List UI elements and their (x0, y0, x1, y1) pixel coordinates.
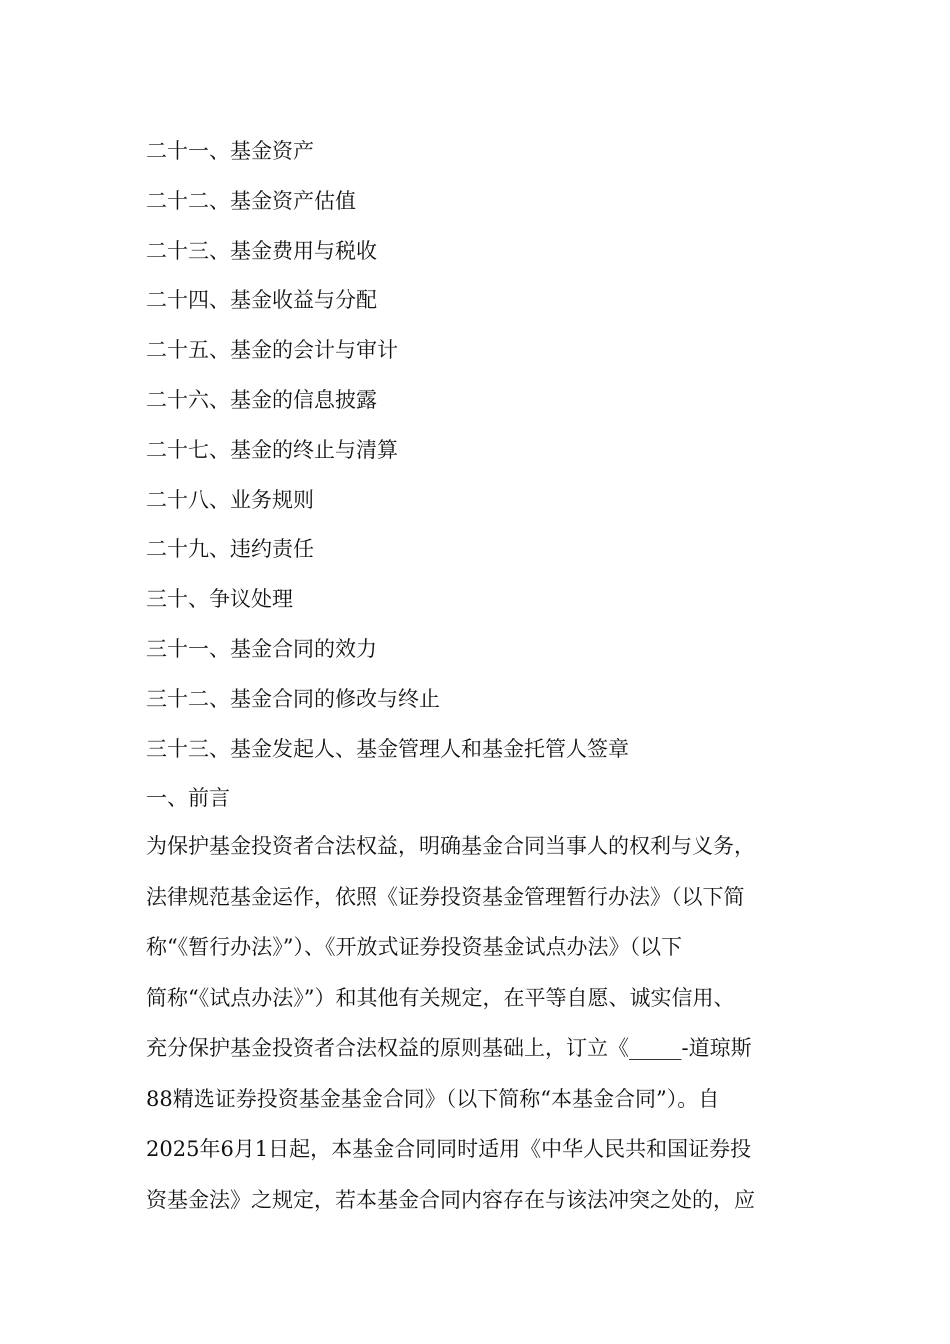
toc-item: 二十一、基金资产 (146, 139, 314, 163)
toc-item: 二十五、基金的会计与审计 (146, 338, 398, 363)
toc-item: 三十三、基金发起人、基金管理人和基金托管人签章 (146, 736, 629, 761)
toc-item: 三十一、基金合同的效力 (146, 636, 377, 661)
paragraph-line: 88精选证券投资基金基金合同》（以下简称“本基金合同”）。自 (146, 1086, 720, 1111)
toc-item: 三十二、基金合同的修改与终止 (146, 686, 440, 711)
paragraph-line: 2025年6月1日起，本基金合同同时适用《中华人民共和国证券投 (146, 1137, 752, 1161)
paragraph-line: 资基金法》之规定，若本基金合同内容存在与该法冲突之处的，应 (146, 1187, 755, 1212)
paragraph-line: 称“《暂行办法》”）、《开放式证券投资基金试点办法》（以下 (146, 935, 682, 959)
toc-item: 三十、争议处理 (146, 587, 293, 612)
toc-item: 二十三、基金费用与税收 (146, 238, 377, 263)
paragraph-line: 简称“《试点办法》”）和其他有关规定，在平等自愿、诚实信用、 (146, 985, 735, 1010)
toc-item: 二十二、基金资产估值 (146, 188, 356, 213)
paragraph-line: 法律规范基金运作，依照《证券投资基金管理暂行办法》（以下简 (146, 884, 745, 909)
table-of-contents (146, 134, 846, 781)
toc-item: 二十八、业务规则 (146, 487, 314, 512)
toc-item: 二十四、基金收益与分配 (146, 288, 377, 313)
toc-item: 二十七、基金的终止与清算 (146, 437, 398, 462)
toc-item: 二十六、基金的信息披露 (146, 387, 377, 412)
paragraph-line: 为保护基金投资者合法权益，明确基金合同当事人的权利与义务， (146, 834, 755, 858)
paragraph-line: 充分保护基金投资者合法权益的原则基础上，订立《_____-道琼斯 (146, 1036, 752, 1060)
section-heading: 一、前言 (146, 786, 230, 810)
toc-item: 二十九、违约责任 (146, 537, 314, 562)
preface-paragraph (146, 829, 866, 1233)
